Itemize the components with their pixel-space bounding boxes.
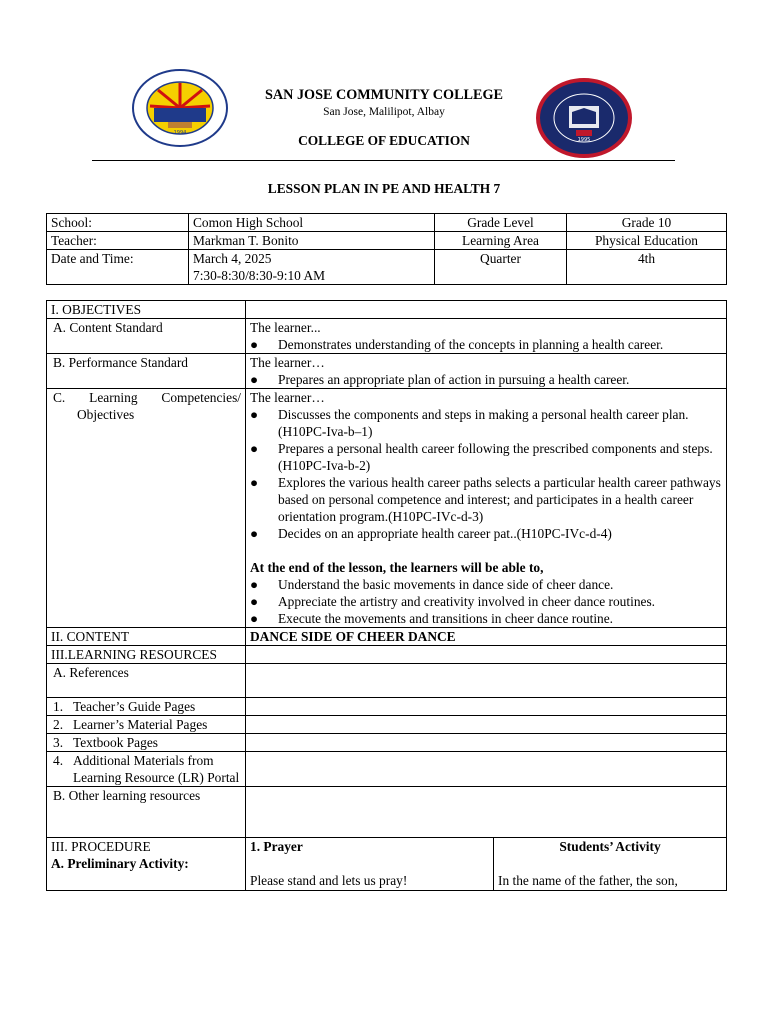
bullet-icon: ● [250,407,259,422]
bullet-icon: ● [250,475,259,490]
list-item: ● Understand the basic movements in dance side of cheer dance. [250,577,614,592]
table-row [47,752,727,787]
date-value: March 4, 2025 [193,251,272,266]
school-label: School: [47,214,189,232]
content-standard-cell [246,319,727,354]
end-of-lesson-heading: At the end of the lesson, the learners will be able to, [250,560,544,575]
grade-value: Grade 10 [567,214,727,232]
objectives-label: I. OBJECTIVES [47,301,246,319]
procedure-label: III. PROCEDURE [51,839,151,854]
other-resources-label: B. Other learning resources [47,787,246,838]
svg-text:1994: 1994 [173,130,187,136]
performance-standard-cell [246,354,727,389]
prayer-teacher-text: Please stand and lets us pray! [250,873,408,888]
table-row [47,301,727,319]
table-row [47,838,727,891]
list-item: ● Prepares an appropriate plan of action in pursuing a health career. [250,372,630,387]
prayer-students-text: In the name of the father, the son, [498,873,678,888]
performance-intro: The learner… [250,355,325,370]
ref-item: 2. Learner’s Material Pages [47,716,246,734]
table-row [47,646,727,664]
bullet-icon: ● [250,577,259,592]
ref-item: 1. Teacher’s Guide Pages [47,698,246,716]
lesson-plan-table [46,300,727,891]
bullet-icon: ● [250,611,259,626]
preliminary-label: A. Preliminary Activity: [51,856,189,871]
table-row [47,716,727,734]
references-label: A. References [47,664,246,698]
table-row [47,250,727,285]
table-row [47,664,727,698]
table-row [47,214,727,232]
area-value: Physical Education [567,232,727,250]
list-item: ● Prepares a personal health career following the prescribed components and steps.(H10PC-Iva-b-2) [250,441,713,473]
college-name: SAN JOSE COMMUNITY COLLEGE [265,87,503,103]
document-title: LESSON PLAN IN PE AND HEALTH 7 [267,181,501,196]
teacher-value: Markman T. Bonito [189,232,435,250]
content-value: DANCE SIDE OF CHEER DANCE [246,628,727,646]
students-activity-label: Students’ Activity [559,839,661,854]
ref-item: 4. Additional Materials from Learning Resource (LR) Portal [47,752,246,787]
school-value: Comon High School [189,214,435,232]
students-activity-cell [494,838,727,891]
prayer-label: 1. Prayer [250,839,303,854]
resources-label: III.LEARNING RESOURCES [47,646,246,664]
list-item: ● Discusses the components and steps in making a personal health career plan.(H10PC-Iva-b–1) [250,407,689,439]
list-item: ● Decides on an appropriate health career pat..(H10PC-IVc-d-4) [250,526,612,541]
svg-text:1995: 1995 [577,137,591,143]
competencies-intro: The learner… [250,390,325,405]
table-row [47,389,727,628]
list-item: ● Explores the various health career paths selects a particular health career pathways based on personal competence and interest; and participates in a health career orientation program.(H10PC-IVc-d-3) [250,475,721,524]
procedure-cell [47,838,246,891]
quarter-value: 4th [567,250,727,285]
area-label: Learning Area [435,232,567,250]
teacher-activity-cell [246,838,494,891]
list-item: ● Demonstrates understanding of the concepts in planning a health career. [250,337,664,352]
content-label: II. CONTENT [47,628,246,646]
grade-label: Grade Level [435,214,567,232]
time-value: 7:30-8:30/8:30-9:10 AM [193,268,326,283]
datetime-label: Date and Time: [47,250,189,285]
table-row [47,698,727,716]
table-row [47,734,727,752]
table-row [47,787,727,838]
bullet-icon: ● [250,337,259,352]
table-row [47,354,727,389]
competencies-label: C. Learning Competencies/ Objectives [47,389,246,628]
list-item: ● Execute the movements and transitions in cheer dance routine. [250,611,614,626]
quarter-label: Quarter [435,250,567,285]
competencies-cell [246,389,727,628]
list-item: ● Appreciate the artistry and creativity involved in cheer dance routines. [250,594,656,609]
lesson-info-table [46,213,727,285]
datetime-value [189,250,435,285]
bullet-icon: ● [250,372,259,387]
content-standard-intro: The learner... [250,320,321,335]
performance-standard-label: B. Performance Standard [47,354,246,389]
college-address: San Jose, Malilipot, Albay [323,106,445,118]
bullet-icon: ● [250,526,259,541]
bullet-icon: ● [250,594,259,609]
header-divider [92,160,675,161]
table-row [47,232,727,250]
table-row [47,628,727,646]
bullet-icon: ● [250,441,259,456]
teacher-label: Teacher: [47,232,189,250]
ref-item: 3. Textbook Pages [47,734,246,752]
department-name: COLLEGE OF EDUCATION [298,133,470,148]
content-standard-label: A. Content Standard [47,319,246,354]
table-row [47,319,727,354]
